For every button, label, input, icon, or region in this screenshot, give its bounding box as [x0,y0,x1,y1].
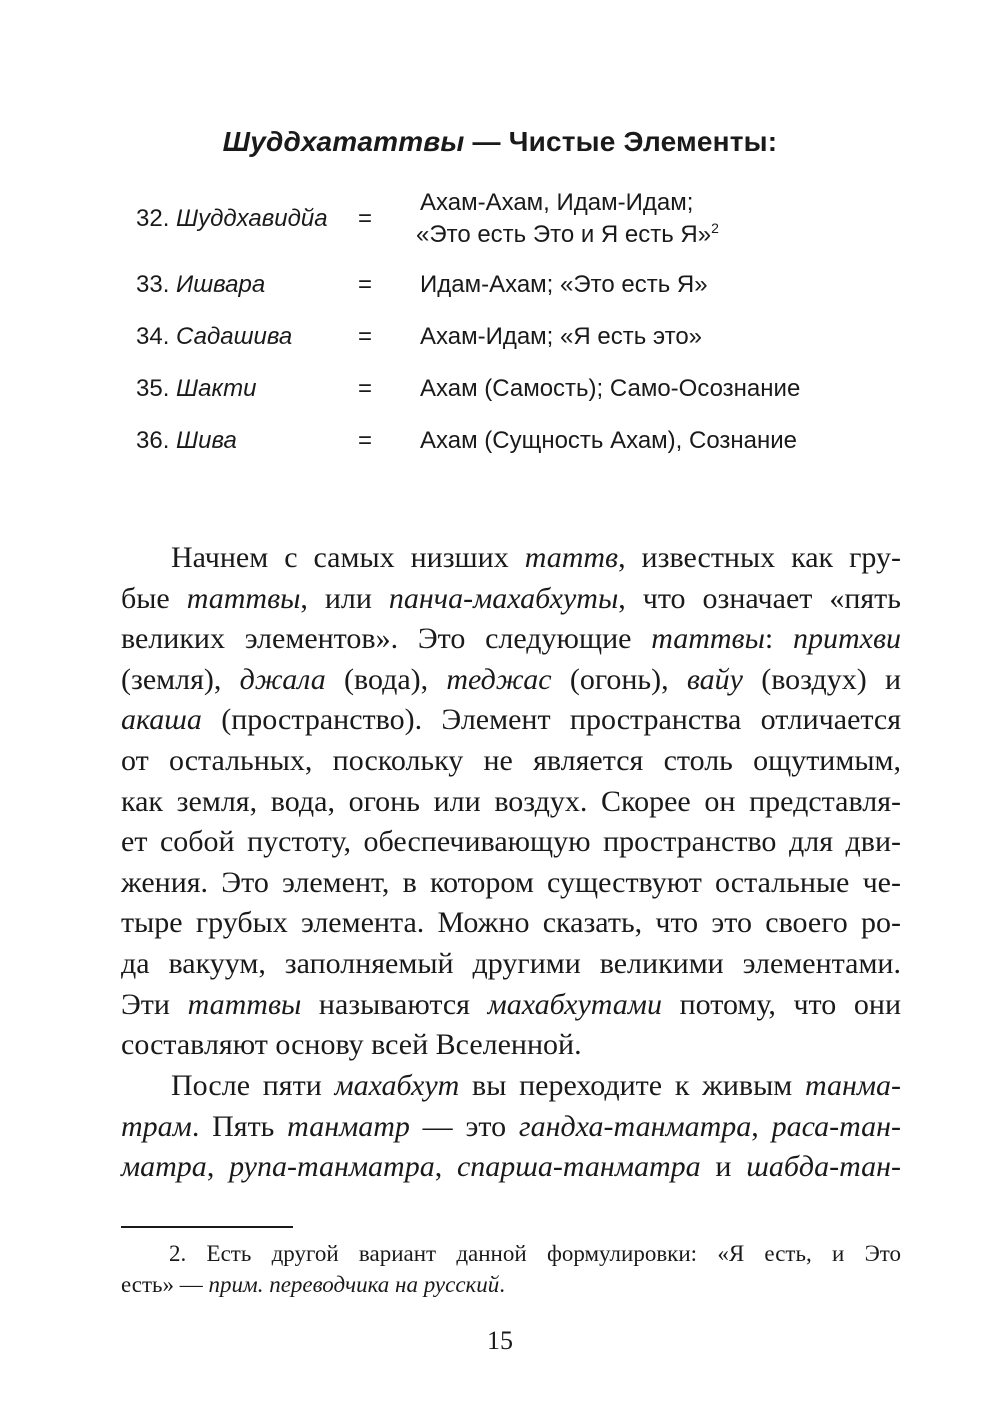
text-run: (земля), [121,662,240,696]
text-line [121,1066,901,1107]
footnote [121,1238,901,1300]
italic-term: танматр [287,1109,410,1143]
text-run: . Пять [191,1109,288,1143]
text-run: потому, что они [661,987,901,1021]
tattva-description-line1: Ахам-Ахам, Идам-Идам; [420,189,694,216]
text-run: (вода), [325,662,447,696]
text-line: да вакуум, заполняемый другими великими элементами. [121,946,901,980]
text-run: (пространство). Элемент пространства отличается [201,703,901,737]
table-row [0,375,1000,415]
footnote-line: 2. Есть другой вариант данной формулировки: «Я есть, и Это [169,1241,901,1266]
text-run: великих элементов». Это следующие [121,622,652,656]
text-line: жения. Это элемент, в котором существуют остальные че- [121,865,901,899]
tattva-number: 34. [136,323,177,350]
text-line: ет собой пустоту, обеспечивающую пространство для дви- [121,825,901,859]
italic-term: вайу [686,662,743,696]
italic-term: спарша-танматра [456,1150,701,1184]
italic-term: джала [239,662,326,696]
tattva-number: 36. [136,427,177,454]
italic-term: рупа-танматра [229,1150,435,1184]
equals-sign: = [358,271,373,298]
text-run: — это [409,1109,519,1143]
text-run: Начнем с самых низших [171,541,525,574]
text-line [121,538,901,579]
italic-term: гандха-танматра [518,1109,752,1143]
table-row [0,189,1000,248]
tattva-number: 33. [136,271,177,298]
italic-term: таттвы [651,622,765,656]
italic-term: трам [121,1109,192,1143]
footnote-separator [121,1226,293,1228]
tattva-title: Садашива [176,323,293,350]
heading-italic: Шуддхататтвы [222,126,465,157]
text-run: После пяти [171,1069,335,1102]
text-line [121,1107,901,1148]
italic-term: акаша [121,703,202,737]
tattva-number: 35. [136,375,177,402]
equals-sign: = [358,205,373,232]
text-line [121,660,901,701]
text-line: от остальных, поскольку не является столь ощутимым, [121,743,901,777]
equals-sign: = [358,427,373,454]
text-run: . [499,1272,506,1297]
italic-term: таттвы [186,581,301,615]
italic-term: притхви [792,622,901,656]
equals-sign: = [358,323,373,350]
equals-sign: = [358,375,373,402]
italic-term: матра [121,1150,207,1184]
italic-term: таттв [524,541,619,574]
italic-term: махабхут [334,1069,460,1102]
italic-term: панча-махабхуты [388,581,619,615]
text-run: , или [300,581,389,615]
text-line: тыре грубых элемента. Можно сказать, что это своего ро- [121,906,901,940]
table-row [0,427,1000,467]
tattva-title: Шива [176,427,237,454]
text-run: вы переходите к живым [459,1069,805,1102]
footnote-line [121,1269,901,1300]
tattva-title: Шакти [176,375,257,402]
text-run: и [700,1150,747,1184]
text-line [121,1147,901,1188]
tattva-description: Ахам (Самость); Само-Осознание [420,375,801,402]
text-line [121,985,901,1026]
italic-term: раса-тан- [771,1109,901,1143]
text-run: , [751,1109,772,1143]
tattva-name [136,375,256,403]
table-row [0,323,1000,363]
tattva-title: Шуддхавидйа [176,205,328,232]
tattva-description-line2 [416,221,719,249]
section-heading [0,126,1000,158]
text-run: (воздух) и [742,662,901,696]
tattva-description: Идам-Ахам; «Это есть Я» [420,271,708,298]
italic-term: шабда-тан- [746,1150,901,1184]
heading-rest: — Чистые Элементы: [464,126,778,157]
italic-term: таттвы [187,987,302,1021]
text-run: (огонь), [551,662,687,696]
description-text: «Это есть Это и Я есть Я» [416,221,712,248]
text-line [121,700,901,741]
paragraph-1 [121,538,901,1066]
text-run: , [206,1150,230,1184]
text-run: , что означает «пять [618,581,901,615]
page-number: 15 [487,1326,513,1355]
italic-term: танма- [804,1069,901,1102]
text-line: как земля, вода, огонь или воздух. Скорее он представля- [121,784,901,818]
italic-term: теджас [446,662,552,696]
italic-term: махабхутами [487,987,662,1021]
table-row [0,271,1000,311]
tattva-name [136,271,265,299]
paragraph-2 [121,1066,901,1188]
footnote-marker: 2 [711,220,719,236]
tattva-name [136,205,328,233]
italic-term: прим. переводчика на русский [208,1272,500,1297]
text-line: составляют основу всей Вселенной. [121,1028,582,1062]
text-run: , [434,1150,457,1184]
tattva-number: 32. [136,205,177,232]
text-line [121,619,901,660]
text-run: называются [301,987,488,1021]
text-run: , известных как гру- [618,541,901,574]
tattva-name [136,323,292,351]
text-run: : [764,622,793,656]
tattva-description: Ахам (Сущность Ахам), Сознание [420,427,798,454]
text-line [121,579,901,620]
tattva-name [136,427,237,455]
text-run: бые [121,581,187,615]
tattva-title: Ишвара [176,271,266,298]
tattva-description: Ахам-Идам; «Я есть это» [420,323,703,350]
text-run: Эти [121,987,188,1021]
text-run: есть» — [121,1272,209,1297]
